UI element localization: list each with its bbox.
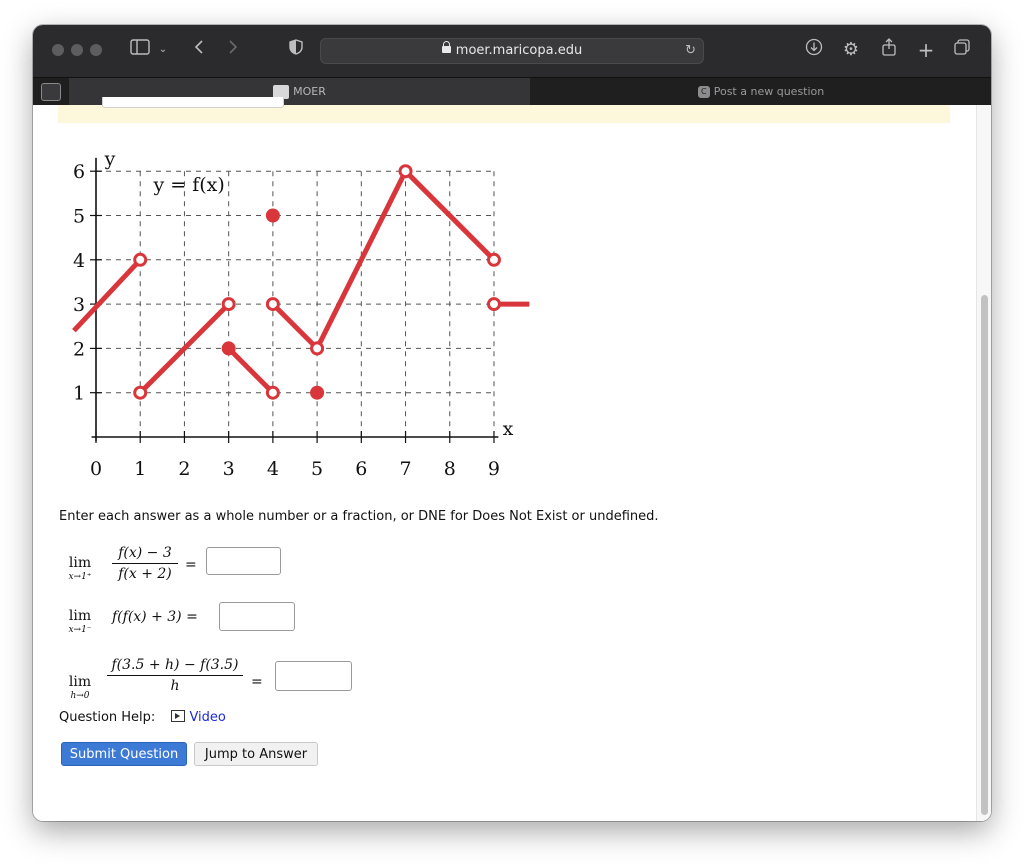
notice-field <box>102 97 284 108</box>
sidebar-toggle-icon[interactable] <box>41 83 61 101</box>
x-tick-label: 3 <box>222 458 235 480</box>
equals-sign: = <box>185 557 197 573</box>
open-point <box>488 254 499 265</box>
notice-banner <box>58 105 950 123</box>
sidebar-icon[interactable] <box>129 38 151 62</box>
tab-moer-label: MOER <box>293 85 326 98</box>
scrollbar-track[interactable] <box>976 105 991 821</box>
x-tick-label: 1 <box>134 458 147 480</box>
lim-subscript: x→1⁻ <box>68 625 92 635</box>
open-point <box>267 387 278 398</box>
open-point <box>400 166 411 177</box>
closed-point <box>222 341 236 355</box>
open-point <box>223 299 234 310</box>
graph-title: y = f(x) <box>153 174 225 197</box>
limit-fraction <box>107 657 243 694</box>
y-tick-label: 2 <box>72 338 86 361</box>
graph-segment <box>229 348 273 392</box>
lim-subscript: x→1⁺ <box>68 572 92 582</box>
open-point <box>267 299 278 310</box>
x-tick-label: 5 <box>311 458 324 480</box>
lim-subscript: h→0 <box>70 691 90 701</box>
instructions-text: Enter each answer as a whole number or a fraction, or DNE for Does Not Exist or undefined. <box>59 509 659 524</box>
limit-expression: f(f(x) + 3) = <box>112 609 198 625</box>
url-text: moer.maricopa.edu <box>455 43 583 58</box>
graph-segment <box>140 304 228 393</box>
minimize-window-button[interactable] <box>71 44 83 56</box>
open-point <box>312 343 323 354</box>
zoom-window-button[interactable] <box>90 44 102 56</box>
function-graph <box>67 145 567 485</box>
open-point <box>135 387 146 398</box>
x-tick-label: 6 <box>355 458 368 480</box>
reload-icon[interactable]: ↻ <box>685 43 696 58</box>
y-tick-label: 3 <box>72 294 86 317</box>
shield-icon[interactable] <box>287 38 305 62</box>
chegg-icon: C <box>698 86 710 98</box>
lim-label: lim <box>68 555 92 571</box>
browser-window <box>33 25 991 821</box>
x-tick-label: 2 <box>178 458 191 480</box>
x-tick-label: 9 <box>487 458 501 480</box>
lim-label: lim <box>68 608 92 624</box>
closed-point <box>310 386 324 400</box>
y-tick-label: 4 <box>72 249 86 272</box>
x-tick-label: 7 <box>399 458 412 480</box>
page-content <box>33 105 991 821</box>
answer-input-1[interactable] <box>206 547 281 575</box>
open-point <box>488 299 499 310</box>
fraction-numerator: f(3.5 + h) − f(3.5) <box>107 657 243 676</box>
gear-icon[interactable]: ⚙ <box>842 39 860 60</box>
y-tick-label: 5 <box>72 205 86 228</box>
question-help <box>59 709 226 725</box>
equals-sign: = <box>251 674 263 690</box>
x-axis-label: x <box>502 418 514 440</box>
chevron-right-icon[interactable] <box>223 38 243 62</box>
closed-point <box>266 209 280 223</box>
chevron-down-icon[interactable]: ⌄ <box>158 44 168 55</box>
jump-to-answer-button[interactable]: Jump to Answer <box>194 742 318 766</box>
x-tick-label: 4 <box>266 458 279 480</box>
fraction-numerator: f(x) − 3 <box>112 545 178 564</box>
submit-question-button[interactable]: Submit Question <box>61 742 187 766</box>
fraction-denominator: f(x + 2) <box>118 566 172 582</box>
video-link[interactable]: Video <box>189 710 226 725</box>
limit-fraction <box>112 545 178 582</box>
answer-input-3[interactable] <box>275 661 352 691</box>
tab-post-question-label: Post a new question <box>713 85 825 98</box>
scrollbar-thumb[interactable] <box>981 295 988 815</box>
lim-label: lim <box>68 674 92 690</box>
lock-icon <box>442 46 451 53</box>
question-help-label: Question Help: <box>59 710 156 725</box>
y-tick-label: 1 <box>72 382 86 405</box>
video-play-icon <box>171 710 185 722</box>
open-point <box>135 254 146 265</box>
y-tick-label: 6 <box>72 161 86 184</box>
share-icon[interactable] <box>878 38 900 62</box>
address-bar[interactable] <box>320 38 704 64</box>
plus-icon[interactable]: + <box>917 38 935 62</box>
tabs-icon[interactable] <box>951 38 973 62</box>
x-tick-label: 8 <box>443 458 456 480</box>
fraction-denominator: h <box>170 678 180 694</box>
x-tick-label: 0 <box>89 458 103 480</box>
answer-input-2[interactable] <box>219 602 295 631</box>
close-window-button[interactable] <box>52 44 64 56</box>
y-axis-label: y <box>104 148 116 171</box>
chevron-left-icon[interactable] <box>189 38 209 62</box>
download-icon[interactable] <box>803 38 825 62</box>
tab-post-question[interactable] <box>531 78 991 105</box>
title-bar <box>33 25 991 77</box>
